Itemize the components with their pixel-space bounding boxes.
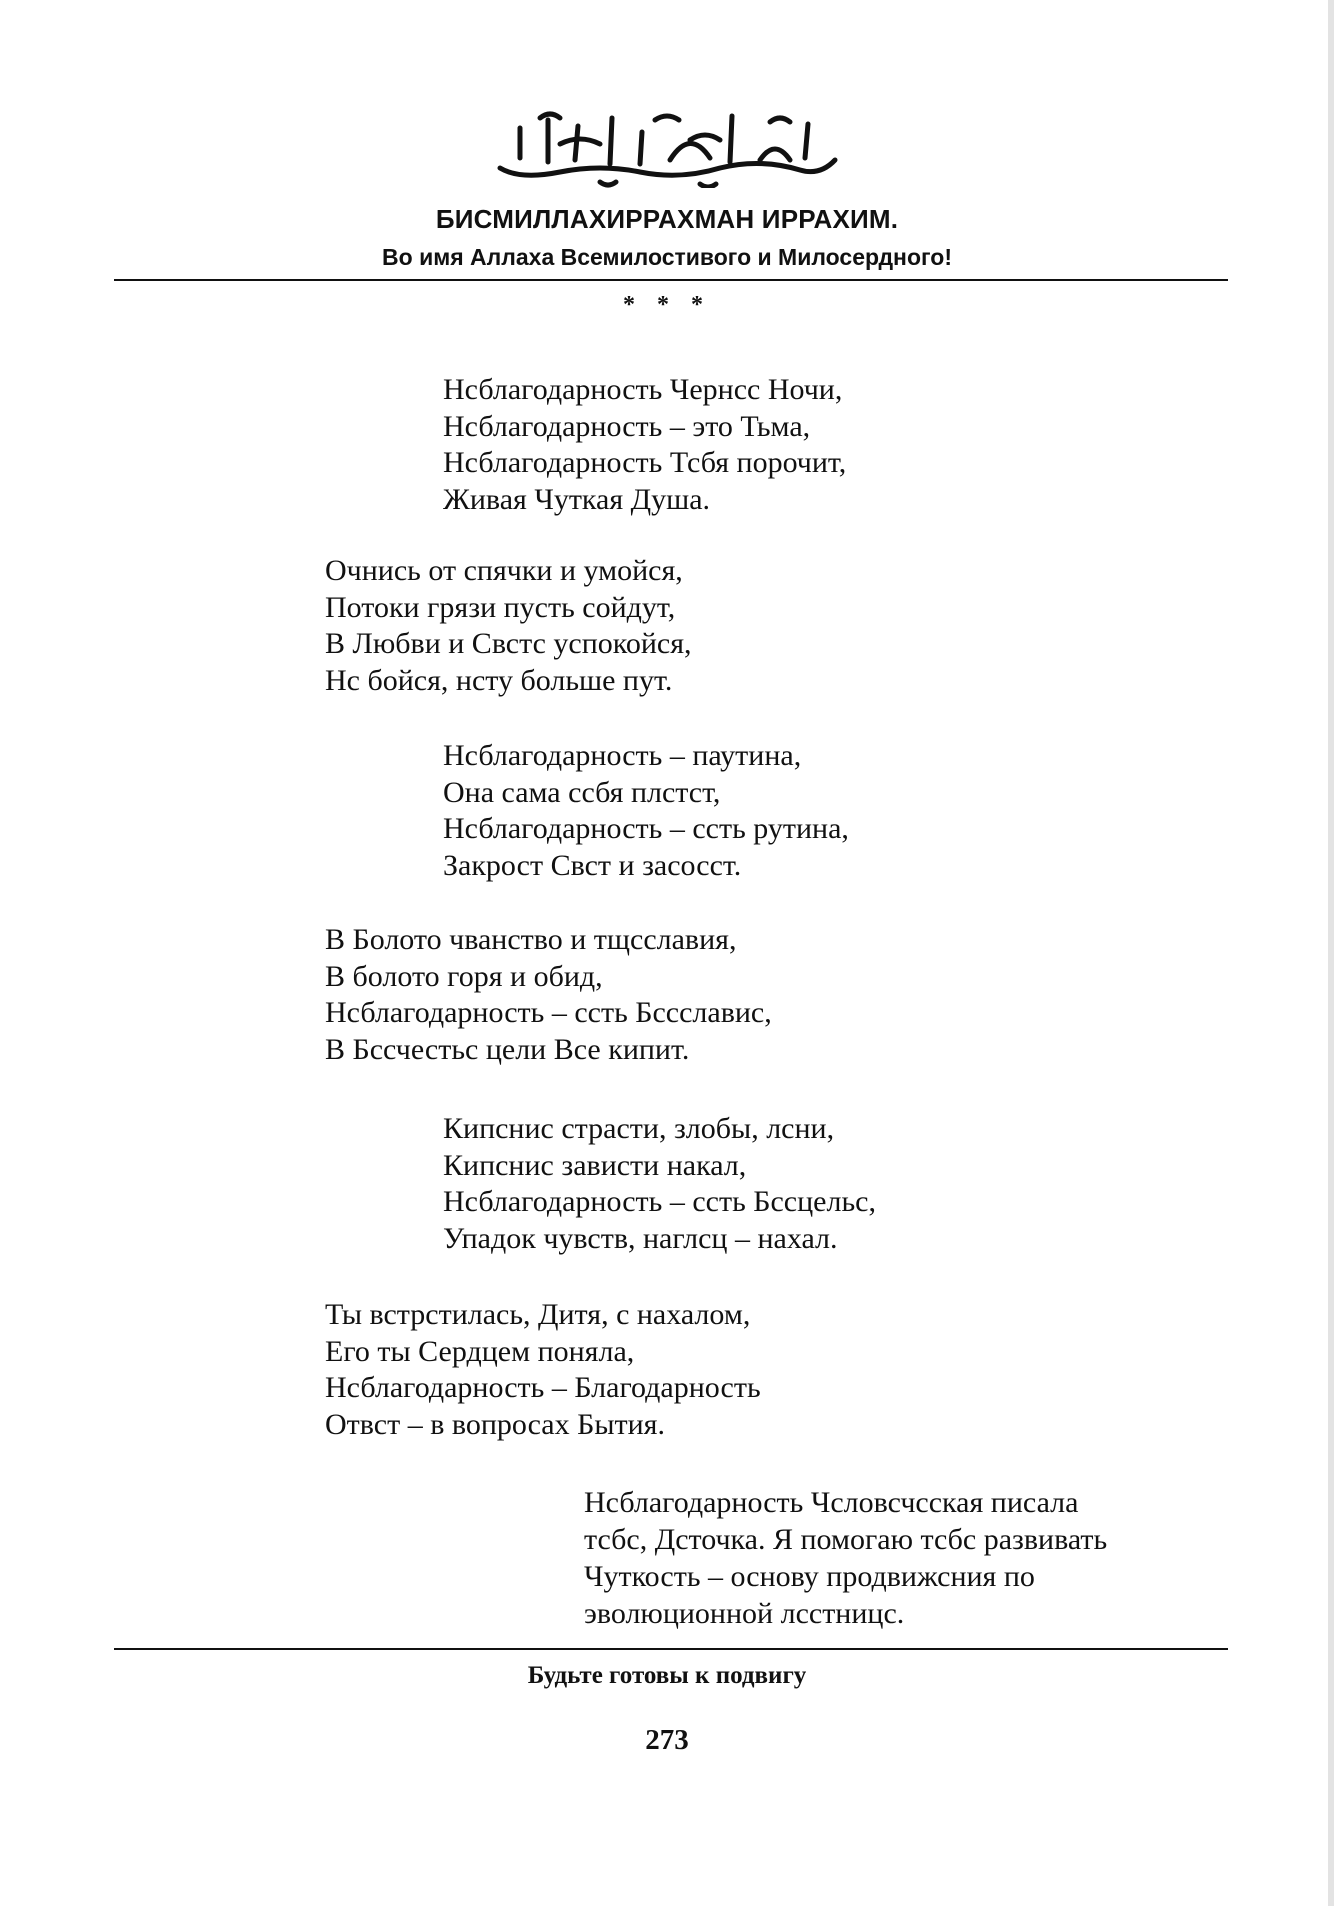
poem-stanza-5 bbox=[443, 1111, 876, 1257]
poem-line: В Любви и Свстс успокойся, bbox=[325, 627, 692, 660]
page-edge-shadow bbox=[1328, 0, 1334, 1906]
page-number: 273 bbox=[645, 1724, 689, 1756]
poem-line: Нсблагодарность – это Тьма, bbox=[443, 409, 811, 443]
poem-line: Упадок чувств, наглсц – нахал. bbox=[443, 1221, 838, 1255]
poem-line: Нсблагодарность – Благодарность bbox=[325, 1371, 761, 1404]
poem-line: Нсблагодарность Тсбя порочит, bbox=[443, 446, 847, 479]
poem-line: В Бссчестьс цели Все кипит. bbox=[325, 1032, 690, 1066]
bismillah-calligraphy-icon bbox=[0, 98, 1334, 188]
poem-line: Нсблагодарность – паутина, bbox=[443, 739, 802, 772]
bismillah-title: БИСМИЛЛАХИРРАХМАН ИРРАХИМ. bbox=[435, 204, 899, 234]
poem-stanza-2 bbox=[325, 553, 692, 699]
poem-line: Кипснис зависти накал, bbox=[443, 1148, 747, 1182]
poem-line: Очнись от спячки и умойся, bbox=[325, 554, 683, 587]
signature-line: Нсблагодарность Чсловсчсская писала bbox=[584, 1486, 1079, 1519]
footer-divider bbox=[114, 1648, 1228, 1650]
poem-line: Потоки грязи пусть сойдут, bbox=[325, 590, 676, 624]
signature-line: тсбс, Дсточка. Я помогаю тсбс развивать bbox=[584, 1523, 1108, 1556]
poem-line: Отвст – в вопросах Бытия. bbox=[325, 1407, 665, 1441]
poem-line: В Болото чванство и тщсславия, bbox=[325, 923, 737, 956]
poem-line: Его ты Сердцем поняла, bbox=[325, 1334, 635, 1368]
poem-line: Нсблагодарность – ссть рутина, bbox=[443, 812, 849, 845]
poem-stanza-4 bbox=[325, 922, 772, 1068]
signature-line: эволюционной лсстницс. bbox=[584, 1597, 905, 1630]
stanza-separator: * * * bbox=[623, 292, 711, 318]
poem-line: Нсблагодарность Чернсс Ночи, bbox=[443, 373, 843, 406]
signature-line: Чуткость – основу продвижсния по bbox=[584, 1560, 1035, 1593]
header-divider bbox=[114, 279, 1228, 281]
poem-line: Нсблагодарность – ссть Бссславис, bbox=[325, 996, 772, 1029]
poem-line: Кипснис страсти, злобы, лсни, bbox=[443, 1112, 835, 1145]
poem-stanza-3 bbox=[443, 738, 849, 884]
poem-line: Нсблагодарность – ссть Бссцельс, bbox=[443, 1185, 876, 1218]
poem-stanza-1 bbox=[443, 372, 846, 518]
poem-line: Она сама ссбя плстст, bbox=[443, 775, 721, 809]
poem-line: Ты встрстилась, Дитя, с нахалом, bbox=[325, 1298, 751, 1331]
poem-stanza-6 bbox=[325, 1297, 761, 1443]
poem-line: В болото горя и обид, bbox=[325, 959, 603, 993]
poem-line: Живая Чуткая Душа. bbox=[443, 482, 711, 516]
header-subtitle: Во имя Аллаха Всемилостивого и Милосердного! bbox=[382, 244, 952, 270]
poem-line: Нс бойся, нсту больше пут. bbox=[325, 663, 673, 697]
footer-title: Будьте готовы к подвигу bbox=[527, 1662, 807, 1689]
poem-line: Закрост Свст и засосст. bbox=[443, 848, 742, 882]
signature-note bbox=[584, 1484, 1107, 1632]
